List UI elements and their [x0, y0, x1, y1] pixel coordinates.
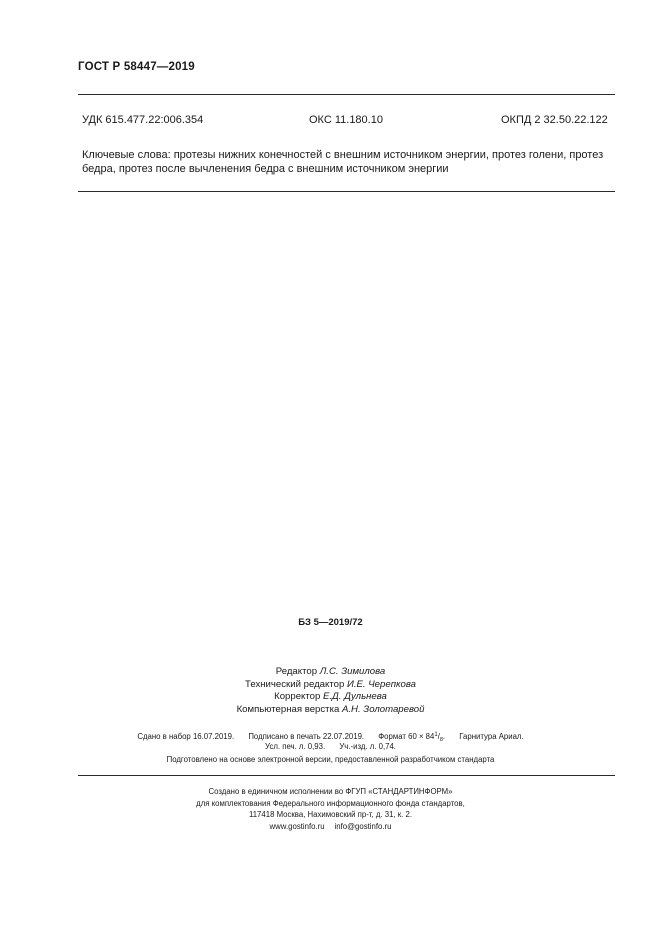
credit-person: А.Н. Золотаревой — [341, 703, 425, 715]
paper-format-prefix: Формат 60 × 84 — [378, 732, 435, 741]
footer-divider — [78, 775, 615, 776]
oks-code: ОКС 11.180.10 — [309, 114, 383, 126]
publisher-line-1: Создано в единичном исполнении во ФГУП «СТАНДАРТИНФОРМ» — [208, 787, 453, 796]
printed-sheets: Усл. печ. л. 0,93. — [265, 742, 326, 751]
keywords-line-1: Ключевые слова: протезы нижних конечностей с внешним источником энергии, протез голени, протез — [82, 149, 604, 161]
keywords-divider — [78, 191, 615, 192]
publisher-line-3: 117418 Москва, Нахимовский пр-т, д. 31, к. 2. — [248, 810, 413, 819]
paper-format-suffix: . — [442, 732, 446, 741]
credit-layout — [0, 704, 661, 717]
publishing-sheets: Уч.-изд. л. 0,74. — [339, 742, 396, 751]
keywords-line-2: бедра, протез после вычленения бедра с внешним источником энергии — [82, 162, 449, 175]
credit-proofreader — [0, 691, 661, 704]
credit-role: Редактор — [275, 666, 318, 677]
publisher-contacts — [0, 821, 661, 833]
submitted-date: Сдано в набор 16.07.2019. — [137, 732, 235, 741]
credit-role: Корректор — [274, 691, 321, 703]
keywords-block — [82, 149, 612, 176]
credit-role: Технический редактор — [245, 678, 345, 690]
credit-role: Компьютерная верстка — [236, 703, 340, 715]
credit-person: Л.С. Зимилова — [319, 666, 386, 677]
credit-person: Е.Д. Дульнева — [322, 691, 387, 703]
udk-code: УДК 615.477.22:006.354 — [82, 114, 204, 126]
prepared-note: Подготовлено на основе электронной версии, предоставленной разработчиком стандарта — [166, 755, 495, 764]
credit-person: И.Е. Черепкова — [346, 678, 416, 690]
credits-block — [0, 666, 661, 716]
standard-number: ГОСТ Р 58447—2019 — [78, 61, 195, 73]
paper-format: Формат $60 \times 84^1/_8$. — [378, 732, 446, 743]
okpd-code: ОКПД 2 32.50.22.122 — [501, 114, 608, 126]
top-divider — [78, 94, 615, 95]
website-link[interactable]: www.gostinfo.ru — [269, 821, 325, 831]
signed-date: Подписано в печать 22.07.2019. — [248, 732, 365, 741]
publisher-line-2: для комплектования Федерального информационного фонда стандартов, — [196, 798, 465, 808]
credit-tech-editor — [0, 679, 661, 692]
typeface-info: Гарнитура Ариал. — [459, 732, 524, 741]
print-info-line-2 — [0, 742, 661, 751]
paper-format-numerator: 1 — [434, 732, 438, 738]
bz-number: БЗ 5—2019/72 — [298, 617, 363, 628]
paper-format-denominator: 8 — [439, 737, 443, 743]
email-link[interactable]: info@gostinfo.ru — [334, 821, 392, 831]
credit-editor — [0, 666, 661, 679]
publisher-block — [0, 786, 661, 832]
